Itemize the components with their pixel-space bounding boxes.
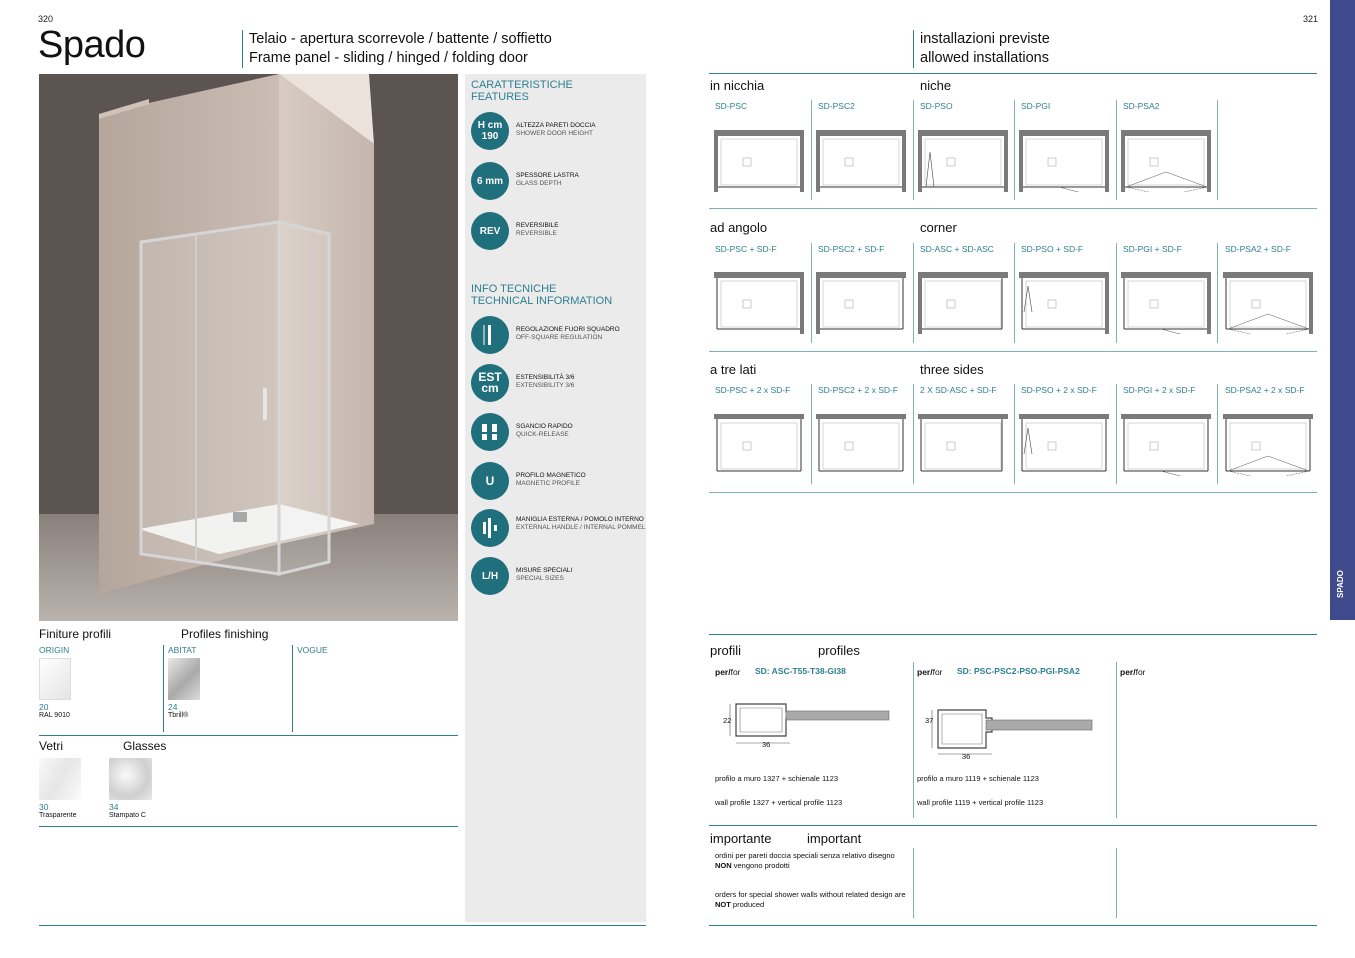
- side-tab-label: SPADO: [1336, 570, 1345, 598]
- install-code: SD-PGI + SD-F: [1123, 244, 1182, 254]
- tech-title-it: INFO TECNICHE: [471, 283, 557, 295]
- finishes-label-en: Profiles finishing: [181, 627, 269, 641]
- profile-desc-en: wall profile 1327 + vertical profile 1123: [715, 798, 843, 807]
- reversible-icon: REV: [471, 212, 509, 250]
- tech-title-en: TECHNICAL INFORMATION: [471, 295, 613, 307]
- profile-dim-w: 36: [962, 752, 971, 761]
- divider: [1116, 848, 1117, 918]
- glass-code: 34: [109, 802, 119, 812]
- tech-en: OFF-SQUARE REGULATION: [516, 334, 603, 341]
- features-title: [471, 79, 573, 103]
- install-code: SD-PSC2 + SD-F: [818, 244, 885, 254]
- note-text: produced: [730, 900, 765, 909]
- profile-models: SD: ASC-T55-T38-GI38: [755, 666, 846, 676]
- row-label-en: three sides: [920, 362, 984, 377]
- row-label-it: in nicchia: [710, 78, 765, 93]
- glass-swatch: [39, 758, 81, 800]
- install-code: SD-PSA2 + 2 x SD-F: [1225, 385, 1305, 395]
- install-code: SD-PSO: [920, 101, 953, 111]
- per-label: per/: [917, 667, 933, 677]
- corner-diagram: [918, 272, 1008, 334]
- handle-icon: [471, 509, 509, 547]
- shower-enclosure-illustration: [39, 74, 458, 621]
- finish-swatch: [168, 658, 200, 700]
- install-code: SD-ASC + SD-ASC: [920, 244, 994, 254]
- important-label-it: importante: [710, 831, 772, 846]
- tech-en: EXTERNAL HANDLE / INTERNAL POMMEL: [516, 524, 646, 531]
- finish-swatch: [39, 658, 71, 700]
- divider: [1116, 100, 1117, 200]
- profile-dim-h: 22: [723, 716, 732, 725]
- install-code: 2 X SD-ASC + SD-F: [920, 385, 997, 395]
- special-sizes-icon: L/H: [471, 557, 509, 595]
- install-code: SD-PSO + 2 x SD-F: [1021, 385, 1097, 395]
- finish-category: ABITAT: [168, 645, 197, 655]
- divider: [811, 100, 812, 200]
- glass-name: Trasparente: [39, 812, 77, 819]
- bottom-rule-left: [39, 925, 646, 926]
- divider: [913, 384, 914, 484]
- divider: [913, 662, 914, 818]
- install-code: SD-PSC2: [818, 101, 855, 111]
- glass-code: 30: [39, 802, 49, 812]
- off-square-icon: [471, 316, 509, 354]
- note-text: orders for special shower walls without related design are: [715, 890, 906, 899]
- note-text: vengono prodotti: [731, 861, 790, 870]
- features-title-en: FEATURES: [471, 91, 529, 103]
- divider: [1014, 100, 1015, 200]
- tech-en: EXTENSIBILITY 3/6: [516, 382, 575, 389]
- divider: [1116, 384, 1117, 484]
- profile-desc-it: profilo a muro 1327 + schienale 1123: [715, 774, 839, 783]
- install-code: SD-PSC + SD-F: [715, 244, 777, 254]
- divider: [709, 492, 1317, 493]
- divider: [811, 243, 812, 343]
- per-label: per/: [715, 667, 731, 677]
- note-bold: NOT: [715, 900, 731, 909]
- installations-title: [913, 30, 1050, 68]
- niche-diagram: [1019, 130, 1109, 192]
- page-number-left: 320: [38, 14, 54, 24]
- product-photo: [39, 74, 458, 621]
- note-text: ordini per pareti doccia speciali senza relativo disegno: [715, 851, 895, 860]
- important-note-en: [715, 890, 910, 910]
- three-sides-diagram: [1121, 414, 1211, 476]
- install-code: SD-PGI: [1021, 101, 1051, 111]
- niche-diagram: [714, 130, 804, 192]
- divider: [709, 208, 1317, 209]
- profile-for-label: [917, 667, 943, 677]
- corner-diagram: [1223, 272, 1313, 334]
- divider: [39, 826, 458, 827]
- divider: [1116, 662, 1117, 818]
- three-sides-diagram: [1019, 414, 1109, 476]
- install-code: SD-PSA2: [1123, 101, 1160, 111]
- page-number-right: 321: [1303, 14, 1319, 24]
- for-label: for: [1135, 667, 1146, 677]
- side-tab: [1330, 0, 1355, 620]
- niche-diagram: [1121, 130, 1211, 192]
- glass-thickness-icon: 6 mm: [471, 162, 509, 200]
- divider: [913, 243, 914, 343]
- finish-category: ORIGIN: [39, 645, 70, 655]
- profile-section-diagram: [718, 698, 893, 750]
- profile-section-diagram: [920, 706, 1095, 760]
- divider: [1217, 384, 1218, 484]
- tech-en: QUICK-RELEASE: [516, 431, 569, 438]
- tech-it: PROFILO MAGNETICO: [516, 472, 586, 479]
- finish-name: Tbrill®: [168, 712, 189, 719]
- divider: [163, 645, 164, 732]
- divider: [709, 825, 1317, 826]
- three-sides-diagram: [816, 414, 906, 476]
- divider: [39, 735, 458, 736]
- page-title: Spado: [38, 24, 146, 66]
- divider: [1217, 243, 1218, 343]
- profile-for-label: [715, 667, 741, 677]
- finish-code: 20: [39, 702, 49, 712]
- finish-category: VOGUE: [297, 645, 328, 655]
- niche-diagram: [918, 130, 1008, 192]
- install-code: SD-PSA2 + SD-F: [1225, 244, 1291, 254]
- row-label-en: niche: [920, 78, 952, 93]
- profile-models: SD: PSC-PSC2-PSO-PGI-PSA2: [957, 666, 1080, 676]
- install-code: SD-PGI + 2 x SD-F: [1123, 385, 1196, 395]
- feature-en: REVERSIBLE: [516, 230, 557, 237]
- three-sides-diagram: [1223, 414, 1313, 476]
- installations-title-it: installazioni previste: [920, 31, 1050, 47]
- important-label-en: important: [807, 831, 862, 846]
- glass-swatch: [109, 758, 152, 800]
- note-bold: NON: [715, 861, 732, 870]
- divider: [292, 645, 293, 732]
- profile-dim-w: 36: [762, 740, 771, 749]
- row-label-it: a tre lati: [710, 362, 757, 377]
- glasses-label-en: Glasses: [123, 739, 167, 753]
- corner-diagram: [714, 272, 804, 334]
- glasses-label-it: Vetri: [39, 739, 64, 753]
- divider: [913, 100, 914, 200]
- corner-diagram: [1019, 272, 1109, 334]
- per-label: per/: [1120, 667, 1136, 677]
- for-label: for: [932, 667, 943, 677]
- page-subtitle: [242, 30, 552, 68]
- magnet-icon: U: [471, 462, 509, 500]
- important-note-it: [715, 851, 910, 871]
- tech-it: SGANCIO RAPIDO: [516, 423, 573, 430]
- bottom-rule-right: [709, 925, 1317, 926]
- height-190-icon: H cm 190: [471, 112, 509, 150]
- tech-it: ESTENSIBILITÀ 3/6: [516, 374, 575, 381]
- for-label: for: [730, 667, 741, 677]
- tech-title: [471, 283, 612, 307]
- feature-it: ALTEZZA PARETI DOCCIA: [516, 122, 596, 129]
- divider: [1014, 243, 1015, 343]
- tech-en: MAGNETIC PROFILE: [516, 480, 580, 487]
- divider: [709, 73, 1317, 74]
- row-label-en: corner: [920, 220, 957, 235]
- install-code: SD-PSC: [715, 101, 748, 111]
- three-sides-diagram: [714, 414, 804, 476]
- divider: [709, 351, 1317, 352]
- divider: [1116, 243, 1117, 343]
- profile-desc-en: wall profile 1119 + vertical profile 1123: [917, 798, 1044, 807]
- finishes-label-it: Finiture profili: [39, 627, 112, 641]
- finish-code: 24: [168, 702, 178, 712]
- quick-release-icon: [471, 413, 509, 451]
- divider: [811, 384, 812, 484]
- installations-title-en: allowed installations: [920, 50, 1049, 66]
- feature-en: SHOWER DOOR HEIGHT: [516, 130, 593, 137]
- features-title-it: CARATTERISTICHE: [471, 79, 573, 91]
- feature-it: REVERSIBILE: [516, 222, 559, 229]
- profile-desc-it: profilo a muro 1119 + schienale 1123: [917, 774, 1039, 783]
- tech-en: SPECIAL SIZES: [516, 575, 564, 582]
- profile-dim-h: 37: [925, 716, 934, 725]
- tech-it: MISURE SPECIALI: [516, 567, 573, 574]
- subtitle-it: Telaio - apertura scorrevole / battente / soffietto: [249, 31, 552, 47]
- tech-it: REGOLAZIONE FUORI SQUADRO: [516, 326, 620, 333]
- divider: [1014, 384, 1015, 484]
- divider: [709, 634, 1317, 635]
- extensibility-icon: EST cm: [471, 364, 509, 402]
- install-code: SD-PSC + 2 x SD-F: [715, 385, 791, 395]
- tech-it: MANIGLIA ESTERNA / POMOLO INTERNO: [516, 516, 644, 523]
- profiles-label-it: profili: [710, 643, 742, 658]
- corner-diagram: [1121, 272, 1211, 334]
- corner-diagram: [816, 272, 906, 334]
- profile-for-label: [1120, 667, 1146, 677]
- divider: [913, 848, 914, 918]
- feature-en: GLASS DEPTH: [516, 180, 562, 187]
- install-code: SD-PSO + SD-F: [1021, 244, 1084, 254]
- three-sides-diagram: [918, 414, 1008, 476]
- profiles-label-en: profiles: [818, 643, 860, 658]
- install-code: SD-PSC2 + 2 x SD-F: [818, 385, 899, 395]
- feature-it: SPESSORE LASTRA: [516, 172, 579, 179]
- row-label-it: ad angolo: [710, 220, 768, 235]
- finish-name: RAL 9010: [39, 712, 70, 719]
- divider: [1217, 100, 1218, 200]
- niche-diagram: [816, 130, 906, 192]
- glass-name: Stampato C: [109, 812, 146, 819]
- subtitle-en: Frame panel - sliding / hinged / folding door: [249, 50, 528, 66]
